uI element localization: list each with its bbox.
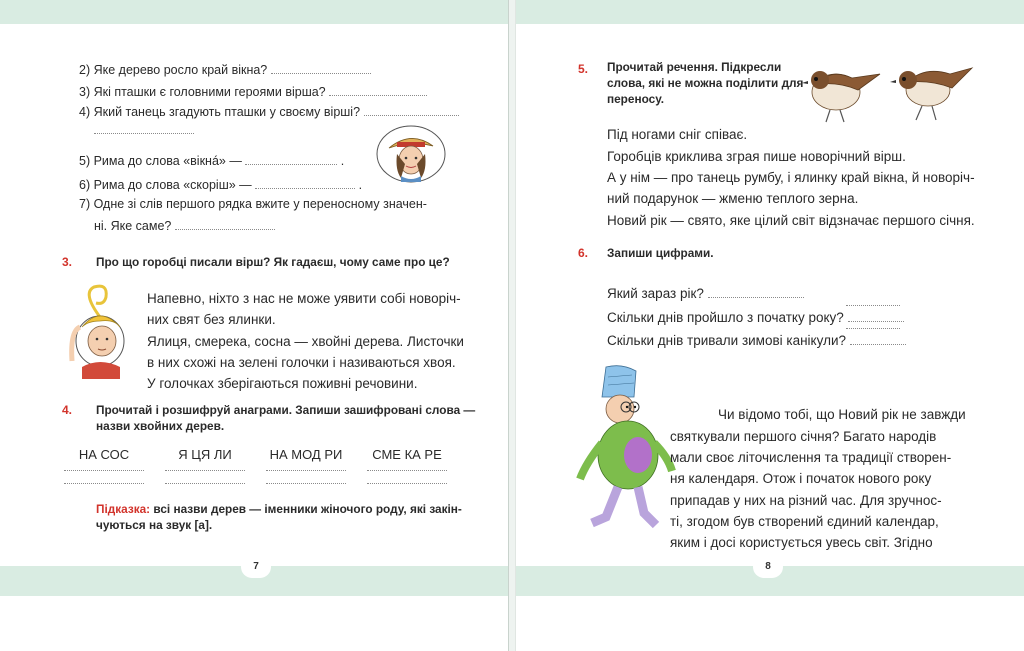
poem-line-2: Горобців крикливa зграя пише новорічний вірш. <box>607 149 906 164</box>
anagram-answer-line-4 <box>367 470 447 471</box>
question-7-cont: ні. Яке саме? <box>94 217 275 235</box>
anagram-answer-line-5 <box>64 483 144 484</box>
thinking-boy-illustration <box>64 283 144 383</box>
anagram-1: НА СОС <box>78 447 130 462</box>
anagram-answer-line-7 <box>266 483 346 484</box>
info-line-2: них свят без ялинки. <box>147 312 276 327</box>
task-5-number: 5. <box>578 62 589 76</box>
poem-line-4: ний подарунок — жменю теплого зерна. <box>607 191 859 206</box>
task-6-question-2: Скільки днів пройшло з початку року? <box>607 307 904 329</box>
anagram-answer-line-8 <box>367 483 447 484</box>
walking-character-illustration <box>572 363 682 543</box>
page-number-left: 7 <box>241 556 271 578</box>
task-5-line-2: слова, які не можна поділити для <box>607 76 804 90</box>
story-line-1: Чи відомо тобі, що Новий рік не завжди <box>718 407 966 422</box>
story-line-5: припадав у них на різний час. Для зручнос- <box>670 493 942 508</box>
hint-line-2: чуються на звук [а]. <box>96 518 213 532</box>
task-5-line-1: Прочитай речення. Підкресли <box>607 60 782 74</box>
task-6-number: 6. <box>578 246 589 260</box>
task-6-text: Запиши цифрами. <box>607 246 714 260</box>
anagram-answer-line-2 <box>165 470 245 471</box>
question-3: 3) Які пташки є головними героями вірша? <box>79 83 427 101</box>
question-5: 5) Рима до слова «вікнá» — . <box>79 154 345 168</box>
task-4-number: 4. <box>62 403 73 417</box>
anagram-answer-line-1 <box>64 470 144 471</box>
story-line-6: ті, згодом був створений єдиний календар, <box>670 514 939 529</box>
anagram-2: Я ЦЯ ЛИ <box>178 447 232 462</box>
anagram-3: НА МОД РИ <box>269 447 343 462</box>
info-line-1: Напевно, ніхто з нас не може уявити собі новоріч- <box>147 291 461 306</box>
page-number-right: 8 <box>753 556 783 578</box>
question-7: 7) Одне зі слів першого рядка вжите у переносному значен- <box>79 197 427 211</box>
task-4-line-2: назви хвойних дерев. <box>96 419 225 433</box>
girl-hat-illustration <box>375 124 447 184</box>
page-gutter <box>508 0 516 651</box>
question-4-answer-line <box>94 121 194 139</box>
poem-line-5: Новий рік — свято, яке цілий світ відзначає першого січня. <box>607 213 975 228</box>
story-line-2: святкували першого січня? Багато народів <box>670 429 937 444</box>
task-6-question-3: Скільки днів тривали зимові канікули? <box>607 330 906 352</box>
hint-label: Підказка: <box>96 502 151 516</box>
poem-line-3: А у нім — про танець румбу, і ялинку край вікна, й новоріч- <box>607 170 975 185</box>
poem-line-1: Під ногами сніг співає. <box>607 127 748 142</box>
story-line-4: ня календаря. Отож і початок нового року <box>670 471 932 486</box>
task-6-question-1: Який зараз рік? <box>607 283 804 305</box>
task-3-number: 3. <box>62 255 73 269</box>
story-line-3: мали своє літочислення та традиції створен- <box>670 450 952 465</box>
anagram-answer-line-6 <box>165 483 245 484</box>
question-4: 4) Який танець згадують пташки у своєму вірші? <box>79 103 459 121</box>
info-line-4: в них схожі на зелені голочки і називаються хвоя. <box>147 355 456 370</box>
task-6-extra-line-2 <box>846 328 900 329</box>
anagram-answer-line-3 <box>266 470 346 471</box>
anagram-4: СМЕ КА РЕ <box>372 447 442 462</box>
hint-line-1: Підказка: всі назви дерев — іменники жіночого роду, які закін- <box>96 502 462 516</box>
info-line-5: У голочках зберігаються поживні речовини. <box>147 376 418 391</box>
task-6-extra-line-1 <box>846 305 900 306</box>
task-3-text: Про що горобці писали вірш? Як гадаєш, чому саме про це? <box>96 255 450 269</box>
task-4-line-1: Прочитай і розшифруй анаграми. Запиши зашифровані слова — <box>96 403 476 417</box>
task-5-line-3: переносу. <box>607 92 664 106</box>
info-line-3: Ялиця, смерека, сосна — хвойні дерева. Листочки <box>147 334 464 349</box>
question-6: 6) Рима до слова «скоріш» — . <box>79 178 363 192</box>
sparrows-illustration <box>800 60 980 130</box>
question-2: 2) Яке дерево росло край вікна? <box>79 61 371 79</box>
story-line-7: яким і досі користується увесь світ. Згідно <box>670 535 933 550</box>
